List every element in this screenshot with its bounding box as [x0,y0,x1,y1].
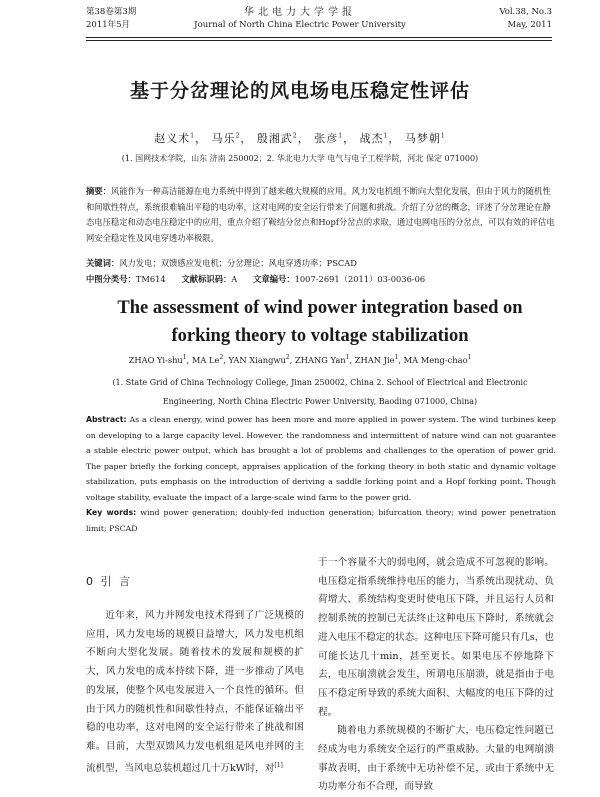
author-name-en: ZHAN Jie [354,354,395,365]
abstract-en [86,412,556,536]
abstract-cn-label: 摘要： [86,186,111,196]
paper-title-cn: 基于分岔理论的风电场电压稳定性评估 [129,80,470,102]
affiliation-en: (1. State Grid of China Technology College, Jinan 250002, China 2. School of Electrical and Electronic Engineering, North China Electric Power University, Baoding 071000, China) [112,378,528,406]
author-name: 马乐 [211,132,236,145]
author-affil-mark: 2 [219,354,224,361]
abstract-cn [86,184,556,246]
author-name: 赵义术 [154,132,191,145]
body-right-paragraph: 随着电力系统规模的不断扩大，电压稳定性问题已经成为电力系统安全运行的严重威胁。大量的电网崩溃事故表明，由于系统中无功补偿不足，或由于系统中无功功率分布不合理，而导致 [318,725,554,793]
author-list-cn: 赵义术$^1$， 马乐$^2$， 殷湘武$^2$， 张彦$^1$， 战杰$^1$， 马梦朝$^1$ [154,132,446,145]
author-affil-mark: 1 [394,354,399,361]
body-right-paragraph: 于一个容量不大的弱电网，就会造成不可忽视的影响。电压稳定指系统维持电压的能力，当系统出现扰动、负荷增大、系统结构变更时使电压下降，并且运行人员和控制系统的控制已无法终止这种电压下降时，系统就会进入电压不稳定的状态。这种电压下降可能只有几s，也可能长达几十min，甚至更长。如果电压不停地降下去，电压崩溃就会发生，所谓电压崩溃，就是指由于电压不稳定所导致的系统大面积、大幅度的电压下降的过程。 [318,557,554,718]
keywords-cn-label: 关键词： [86,258,120,268]
paper-title-en: The assessment of wind power integration based on forking theory to voltage stabilization [117,298,523,346]
issue-date: 2011年5月 [86,20,131,30]
section-heading: 0 引 言 [86,575,132,588]
author-affil-mark: 1 [190,132,196,140]
author-affil-mark: 2 [292,132,298,140]
header-rule-thin [86,40,552,41]
abstract-en-label: Abstract: [86,415,127,424]
classification-line [86,272,425,286]
author-affil-mark: 2 [235,132,241,140]
clc-value: TM614 [135,274,166,284]
author-name-en: ZHANG Yan [295,354,346,365]
author-name-en: ZHAO Yi-shu [128,354,183,365]
body-left-text: 近年来，风力并网发电技术得到了广泛规模的应用，风力发电场的规模日益增大，风力发电机组不断向大型化发展。随着技术的发展和规模的扩大，风力发电的成本持续下降，进一步推动了风电的发展，使整个风电发展进入一个良性的循环。但由于风力的随机性和间歇性特点，不能保证输出平稳的电功率，这对电网的安全运行带来了挑战和困难。目前，大型双馈风力发电机组是风电并网的主流机型，当风电总装机超过几十万kW时，对 [86,610,304,774]
author-affil-mark: 1 [440,132,446,140]
volume-issue: 第38卷第3期 [86,7,137,17]
keywords-cn [86,256,357,270]
journal-header [0,0,600,54]
author-name: 殷湘武 [256,132,293,145]
issue-date-en: May, 2011 [507,20,552,30]
abstract-en-text: As a clean energy, wind power has been more and more applied in power system. The wind turbines keep on developing to a large capacity level. However, the randomness and intermittent of nature wind can not guarantee a stable electric power output, which has brought a lot of problems and challenges to the operation of power grid. The paper briefly the forking concept, appraises application of the forking theory in both static and dynamic voltage stabilization, puts emphasis on the introduction of deriving a saddle forking point and a Hopf forking point. Though voltage stability, evaluate the impact of a large-scale wind farm to the power grid. [86,415,556,502]
abstract-cn-text: 风能作为一种高洁能源在电力系统中得到了越来越大规模的应用。风力发电机组不断向大型化发展，但由于风力的随机性和间歇性特点，系统很难输出平稳的电功率，这对电网的安全运行带来了问题和挑战。介绍了分岔的概念，评述了分岔理论在静态电压稳定和动态电压稳定中的应用，重点介绍了鞍结分岔点和Hopf分岔点的求取，通过电网电压的分岔点，可以有效的评估电网安全稳定性及风电穿透功率极限。 [86,186,555,243]
author-affil-mark: 1 [467,354,472,361]
journal-name-cn: 华北电力大学学报 [244,7,356,18]
author-affil-mark: 1 [345,354,350,361]
keywords-en-label: Key words: [86,508,137,517]
body-column-left [86,607,304,779]
author-affil-mark: 2 [285,354,290,361]
keywords-cn-text: 风力发电；双馈感应发电机；分岔理论；风电穿透功率；PSCAD [119,258,357,268]
body-column-right [318,554,554,797]
clc-label: 中图分类号： [86,274,136,284]
header-rule [86,37,552,38]
issue-info-en [499,6,552,32]
author-affil-mark: 1 [338,132,344,140]
author-name-en: MA Meng-chao [403,354,468,365]
author-affil-mark: 1 [182,354,187,361]
doc-code-label: 文献标识码： [181,274,232,284]
doc-code-value: A [231,274,238,284]
article-id-value: 1007-2691（2011）03-0036-06 [294,274,426,284]
article-id-label: 文章编号： [253,274,295,284]
journal-name-en: Journal of North China Electric Power University [194,20,406,30]
author-name: 马梦朝 [404,132,441,145]
author-affil-mark: 1 [383,132,389,140]
author-name: 战杰 [359,132,384,145]
author-name-en: MA Le [191,354,220,365]
author-name-en: YAN Xiangwu [228,354,286,365]
keywords-en-text: wind power generation; doubly-fed induction generation; bifurcation theory; wind power penetration limit; PSCAD [86,508,557,533]
author-list-en: ZHAO Yi-shu$^1$, MA Le$^2$, YAN Xiangwu$^2$, ZHANG Yan$^1$, ZHAN Jie$^1$, MA Meng-chao$^1$ [128,354,472,365]
volume-issue-en: Vol.38, No.3 [499,7,552,17]
citation-mark: [1] [274,761,283,769]
affiliation-cn: (1. 国网技术学院，山东 济南 250002；2. 华北电力大学 电气与电子工程学院，河北 保定 071000) [121,154,479,163]
author-name: 张彦 [314,132,339,145]
